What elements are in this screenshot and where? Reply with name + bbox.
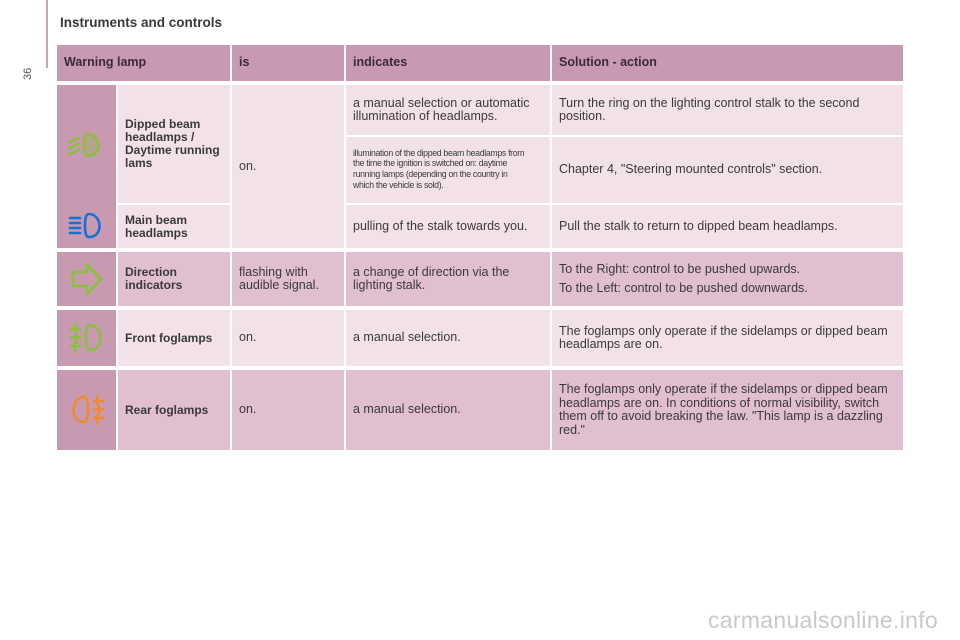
header-indicates: indicates (345, 45, 551, 81)
direction-arrow-icon (57, 252, 117, 306)
main-beam-icon (57, 204, 117, 248)
direction-solution-left: To the Left: control to be pushed downwards. (559, 280, 808, 295)
front-foglamp-is: on. (231, 310, 345, 366)
dipped-beam-solution: Turn the ring on the lighting control stalk to the second position. (551, 85, 903, 136)
header-warning-lamp: Warning lamp (57, 45, 231, 81)
rear-foglamp-is: on. (231, 370, 345, 450)
section-title: Instruments and controls (60, 15, 223, 30)
margin-bar (46, 0, 48, 68)
rear-foglamp-name: Rear foglamps (117, 370, 231, 450)
table-row (57, 370, 903, 450)
table-row (57, 310, 903, 366)
front-foglamp-indicates: a manual selection. (345, 310, 551, 366)
header-solution: Solution - action (551, 45, 903, 81)
direction-indicates: a change of direction via the lighting stalk. (345, 252, 551, 306)
direction-is: flashing with audible signal. (231, 252, 345, 306)
table-header-row (57, 45, 903, 81)
dipped-beam-is: on. (231, 85, 345, 248)
direction-solution (551, 252, 903, 306)
main-beam-indicates: pulling of the stalk towards you. (345, 204, 551, 248)
front-foglamp-name: Front foglamps (117, 310, 231, 366)
direction-solution-right: To the Right: control to be pushed upwards. (559, 262, 801, 276)
daytime-lamps-indicates: illumination of the dipped beam headlamps from the time the ignition is switched on: daytime running lamps (depending on the country in which the vehicle is sold). (345, 136, 551, 204)
dipped-beam-icon (57, 85, 117, 204)
direction-name: Direction indicators (117, 252, 231, 306)
rear-foglamp-indicates: a manual selection. (345, 370, 551, 450)
dipped-beam-name: Dipped beam headlamps / Daytime running lams (117, 85, 231, 204)
page-number: 36 (22, 67, 34, 80)
warning-lamps-table (57, 45, 903, 450)
rear-foglamp-icon (57, 370, 117, 450)
front-foglamp-icon (57, 310, 117, 366)
header-is: is (231, 45, 345, 81)
daytime-lamps-solution: Chapter 4, "Steering mounted controls" section. (551, 136, 903, 204)
rear-foglamp-solution: The foglamps only operate if the sidelamps or dipped beam headlamps are on. In conditions of normal visibility, switch them off to avoid breaking the law. "This lamp is a dazzling red." (551, 370, 903, 450)
main-beam-solution: Pull the stalk to return to dipped beam headlamps. (551, 204, 903, 248)
front-foglamp-solution: The foglamps only operate if the sidelamps or dipped beam headlamps are on. (551, 310, 903, 366)
watermark: carmanualsonline.info (707, 607, 938, 633)
main-beam-name: Main beam headlamps (117, 204, 231, 248)
table-row (57, 252, 903, 306)
table-row (57, 204, 903, 248)
dipped-beam-indicates: a manual selection or automatic illumination of headlamps. (345, 85, 551, 136)
table-row (57, 85, 903, 136)
